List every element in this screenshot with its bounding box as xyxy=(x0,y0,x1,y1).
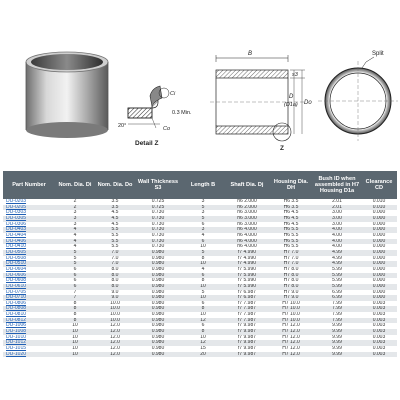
part-number-link[interactable]: DU-0410 xyxy=(3,244,55,250)
detail-z xyxy=(128,86,169,128)
cell-shaft: h6 2.000 xyxy=(225,205,269,211)
cell-wall: 0.980 xyxy=(135,323,181,329)
cell-di: 5 xyxy=(55,250,95,256)
cell-di: 10 xyxy=(55,346,95,352)
cell-wall: 0.980 xyxy=(135,261,181,267)
cell-wall: 0.980 xyxy=(135,295,181,301)
z-label: Z xyxy=(280,145,284,152)
part-number-link[interactable]: DU-1015 xyxy=(3,346,55,352)
cell-bush: 9.99 xyxy=(313,346,361,352)
cell-do: 8.0 xyxy=(95,273,135,279)
part-number-link[interactable]: DU-1008 xyxy=(3,329,55,335)
cell-di: 6 xyxy=(55,278,95,284)
cell-len: 6 xyxy=(181,222,225,228)
detail-z-label: Detail Z xyxy=(135,140,159,147)
cell-len: 12 xyxy=(181,340,225,346)
cell-bush: 9.99 xyxy=(313,329,361,335)
cell-clear: 0.000 xyxy=(361,244,397,250)
cell-len: 3 xyxy=(181,227,225,233)
cell-di: 2 xyxy=(55,199,95,205)
cell-di: 7 xyxy=(55,295,95,301)
cell-do: 5.5 xyxy=(95,239,135,245)
cell-wall: 0.725 xyxy=(135,199,181,205)
s3-label: s3 xyxy=(292,72,298,78)
cell-do: 8.0 xyxy=(95,284,135,290)
cell-wall: 0.730 xyxy=(135,222,181,228)
cell-di: 4 xyxy=(55,244,95,250)
cell-wall: 0.980 xyxy=(135,273,181,279)
cell-len: 4 xyxy=(181,233,225,239)
cell-do: 12.0 xyxy=(95,329,135,335)
header-clearance: Clearance CD xyxy=(361,171,397,199)
cell-clear: 0.010 xyxy=(361,205,397,211)
cell-do: 12.0 xyxy=(95,340,135,346)
cell-len: 10 xyxy=(181,295,225,301)
cell-shaft: f7 9.987 xyxy=(225,346,269,352)
cell-clear: 0.000 xyxy=(361,250,397,256)
cell-housing: H7 8.0 xyxy=(269,267,313,273)
cell-di: 10 xyxy=(55,323,95,329)
cell-bush: 5.99 xyxy=(313,267,361,273)
cell-do: 9.0 xyxy=(95,295,135,301)
cell-di: 3 xyxy=(55,210,95,216)
cell-housing: H6 4.5 xyxy=(269,222,313,228)
cell-housing: H7 8.0 xyxy=(269,284,313,290)
cell-wall: 0.980 xyxy=(135,329,181,335)
cell-len: 20 xyxy=(181,352,225,358)
header-nom-dia-di: Nom. Dia. Di xyxy=(55,171,95,199)
part-number-link[interactable]: DU-0812 xyxy=(3,318,55,324)
cell-bush: 5.99 xyxy=(313,278,361,284)
cell-di: 2 xyxy=(55,205,95,211)
cell-housing: H7 12.0 xyxy=(269,352,313,358)
cell-di: 4 xyxy=(55,227,95,233)
cell-clear: 0.000 xyxy=(361,239,397,245)
part-number-link[interactable]: DU-0604 xyxy=(3,267,55,273)
cell-di: 8 xyxy=(55,312,95,318)
cell-clear: 0.000 xyxy=(361,273,397,279)
cell-shaft: f7 9.987 xyxy=(225,340,269,346)
cell-shaft: f7 5.990 xyxy=(225,284,269,290)
cell-di: 8 xyxy=(55,318,95,324)
cell-housing: H6 5.5 xyxy=(269,233,313,239)
cell-clear: 0.000 xyxy=(361,222,397,228)
header-bush-id: Bush ID when assembled in H7 Housing D1a xyxy=(313,171,361,199)
cell-len: 10 xyxy=(181,284,225,290)
cell-wall: 0.980 xyxy=(135,346,181,352)
part-number-link[interactable]: DU-0203 xyxy=(3,199,55,205)
part-number-link[interactable]: DU-0606 xyxy=(3,273,55,279)
cell-bush: 4.99 xyxy=(313,250,361,256)
cell-clear: 0.003 xyxy=(361,352,397,358)
cell-clear: 0.003 xyxy=(361,301,397,307)
cell-shaft: h6 2.000 xyxy=(225,199,269,205)
header-shaft-dia: Shaft Dia. Dj xyxy=(225,171,269,199)
cell-wall: 0.980 xyxy=(135,250,181,256)
cell-clear: 0.003 xyxy=(361,340,397,346)
cell-shaft: f7 5.990 xyxy=(225,278,269,284)
cell-shaft: f7 7.987 xyxy=(225,312,269,318)
cell-shaft: h6 4.000 xyxy=(225,239,269,245)
cell-bush: 3.00 xyxy=(313,216,361,222)
cell-do: 12.0 xyxy=(95,335,135,341)
cell-clear: 0.000 xyxy=(361,227,397,233)
cell-wall: 0.980 xyxy=(135,301,181,307)
cell-do: 10.0 xyxy=(95,301,135,307)
cell-len: 6 xyxy=(181,239,225,245)
technical-drawing xyxy=(0,0,400,170)
cell-housing: H7 12.0 xyxy=(269,346,313,352)
end-view-ring xyxy=(318,57,398,141)
split-label: Split xyxy=(372,51,384,57)
cell-bush: 9.99 xyxy=(313,340,361,346)
cell-housing: H7 9.0 xyxy=(269,290,313,296)
cell-len: 15 xyxy=(181,346,225,352)
cell-wall: 0.730 xyxy=(135,239,181,245)
cell-clear: 0.000 xyxy=(361,290,397,296)
part-number-link[interactable]: DU-0808 xyxy=(3,306,55,312)
part-number-link[interactable]: DU-0505 xyxy=(3,250,55,256)
cell-shaft: h6 3.000 xyxy=(225,210,269,216)
part-number-link[interactable]: DU-0205 xyxy=(3,205,55,211)
cell-di: 4 xyxy=(55,239,95,245)
cell-clear: 0.000 xyxy=(361,256,397,262)
part-number-link[interactable]: DU-0806 xyxy=(3,301,55,307)
cell-do: 5.5 xyxy=(95,233,135,239)
cell-wall: 0.730 xyxy=(135,210,181,216)
cell-housing: H7 12.0 xyxy=(269,340,313,346)
cell-clear: 0.000 xyxy=(361,295,397,301)
cell-do: 10.0 xyxy=(95,312,135,318)
cell-bush: 9.99 xyxy=(313,335,361,341)
cell-wall: 0.730 xyxy=(135,233,181,239)
cell-bush: 6.99 xyxy=(313,295,361,301)
cell-shaft: f7 9.987 xyxy=(225,329,269,335)
cell-housing: H7 12.0 xyxy=(269,323,313,329)
bushing-photo xyxy=(26,52,108,138)
cell-len: 8 xyxy=(181,278,225,284)
cell-len: 6 xyxy=(181,323,225,329)
cell-wall: 0.725 xyxy=(135,205,181,211)
cell-housing: H7 12.0 xyxy=(269,329,313,335)
b-label: B xyxy=(248,51,253,57)
cell-clear: 0.000 xyxy=(361,267,397,273)
cell-len: 6 xyxy=(181,273,225,279)
part-number-link[interactable]: DU-0305 xyxy=(3,216,55,222)
cell-housing: H6 3.5 xyxy=(269,199,313,205)
cell-shaft: h6 3.000 xyxy=(225,216,269,222)
part-number-link[interactable]: DU-0810 xyxy=(3,312,55,318)
cell-shaft: f7 4.990 xyxy=(225,250,269,256)
header-part-number: Part Number xyxy=(3,171,55,199)
cell-clear: 0.003 xyxy=(361,318,397,324)
cell-di: 10 xyxy=(55,340,95,346)
part-number-link[interactable]: DU-1012 xyxy=(3,340,55,346)
cell-do: 10.0 xyxy=(95,306,135,312)
cell-clear: 0.000 xyxy=(361,233,397,239)
header-housing-dia: Housing Dia. DH xyxy=(269,171,313,199)
cell-shaft: f7 5.990 xyxy=(225,267,269,273)
cell-wall: 0.980 xyxy=(135,312,181,318)
part-number-link[interactable]: DU-0406 xyxy=(3,239,55,245)
cell-do: 12.0 xyxy=(95,346,135,352)
cell-di: 10 xyxy=(55,329,95,335)
cell-housing: H7 10.0 xyxy=(269,318,313,324)
table-header-row xyxy=(3,171,397,199)
cell-bush: 4.99 xyxy=(313,256,361,262)
cell-len: 8 xyxy=(181,306,225,312)
cell-bush: 9.99 xyxy=(313,323,361,329)
cell-len: 5 xyxy=(181,250,225,256)
cell-bush: 7.99 xyxy=(313,306,361,312)
part-number-link[interactable]: DU-0508 xyxy=(3,256,55,262)
cell-bush: 6.99 xyxy=(313,290,361,296)
ci-label: Ci xyxy=(170,91,176,97)
cell-di: 3 xyxy=(55,216,95,222)
cell-di: 10 xyxy=(55,352,95,358)
cell-di: 8 xyxy=(55,301,95,307)
co-label: Co xyxy=(163,126,171,132)
cell-shaft: f7 9.987 xyxy=(225,352,269,358)
cell-di: 5 xyxy=(55,256,95,262)
cell-housing: H6 4.5 xyxy=(269,216,313,222)
cell-shaft: h6 4.000 xyxy=(225,244,269,250)
cell-bush: 9.99 xyxy=(313,352,361,358)
cell-housing: H7 7.0 xyxy=(269,256,313,262)
cell-do: 8.0 xyxy=(95,267,135,273)
cell-wall: 0.980 xyxy=(135,284,181,290)
cell-di: 3 xyxy=(55,222,95,228)
cell-di: 10 xyxy=(55,335,95,341)
cell-wall: 0.730 xyxy=(135,227,181,233)
cell-do: 4.5 xyxy=(95,216,135,222)
part-number-link[interactable]: DU-0306 xyxy=(3,222,55,228)
cell-housing: H7 10.0 xyxy=(269,312,313,318)
cell-bush: 2.01 xyxy=(313,199,361,205)
cell-shaft: f7 7.987 xyxy=(225,318,269,324)
cell-housing: H6 5.5 xyxy=(269,244,313,250)
cell-shaft: f7 4.990 xyxy=(225,261,269,267)
cell-wall: 0.980 xyxy=(135,267,181,273)
cell-do: 5.5 xyxy=(95,244,135,250)
cell-do: 4.5 xyxy=(95,210,135,216)
cell-len: 6 xyxy=(181,301,225,307)
cell-shaft: f7 6.987 xyxy=(225,290,269,296)
header-length: Length B xyxy=(181,171,225,199)
bushing-spec-table xyxy=(3,171,397,357)
cell-bush: 7.99 xyxy=(313,318,361,324)
cell-housing: H6 5.5 xyxy=(269,239,313,245)
cell-do: 7.0 xyxy=(95,261,135,267)
cell-do: 10.0 xyxy=(95,318,135,324)
cell-shaft: f7 6.987 xyxy=(225,295,269,301)
part-number-link[interactable]: DU-0510 xyxy=(3,261,55,267)
cell-clear: 0.003 xyxy=(361,323,397,329)
header-nom-dia-do: Nom. Dia. Do xyxy=(95,171,135,199)
cell-bush: 4.99 xyxy=(313,261,361,267)
part-number-link[interactable]: DU-0303 xyxy=(3,210,55,216)
cell-do: 7.0 xyxy=(95,256,135,262)
cell-di: 8 xyxy=(55,306,95,312)
cell-do: 12.0 xyxy=(95,352,135,358)
cell-shaft: f7 7.987 xyxy=(225,301,269,307)
part-number-link[interactable]: DU-0608 xyxy=(3,278,55,284)
part-number-link[interactable]: DU-0610 xyxy=(3,284,55,290)
cell-di: 5 xyxy=(55,261,95,267)
cell-di: 7 xyxy=(55,290,95,296)
cell-clear: 0.000 xyxy=(361,278,397,284)
cell-bush: 5.99 xyxy=(313,273,361,279)
cell-clear: 0.010 xyxy=(361,199,397,205)
cell-shaft: h6 4.000 xyxy=(225,233,269,239)
do-label: Do xyxy=(304,100,312,106)
cell-housing: H6 5.5 xyxy=(269,227,313,233)
table-row xyxy=(3,352,397,358)
part-number-link[interactable]: DU-0705 xyxy=(3,290,55,296)
cell-wall: 0.980 xyxy=(135,340,181,346)
cell-shaft: f7 5.990 xyxy=(225,273,269,279)
cell-wall: 0.980 xyxy=(135,256,181,262)
cell-len: 10 xyxy=(181,312,225,318)
cell-shaft: f7 9.987 xyxy=(225,323,269,329)
part-number-link[interactable]: DU-1010 xyxy=(3,335,55,341)
d1-label: (D1a) xyxy=(284,102,298,108)
cell-shaft: h6 4.000 xyxy=(225,227,269,233)
cell-bush: 4.00 xyxy=(313,227,361,233)
cell-len: 10 xyxy=(181,335,225,341)
cell-wall: 0.980 xyxy=(135,352,181,358)
cell-wall: 0.730 xyxy=(135,216,181,222)
cell-housing: H7 7.0 xyxy=(269,250,313,256)
cell-bush: 4.00 xyxy=(313,239,361,245)
d-label: D xyxy=(289,94,294,100)
part-number-link[interactable]: DU-1006 xyxy=(3,323,55,329)
cell-housing: H6 3.5 xyxy=(269,205,313,211)
cell-len: 5 xyxy=(181,205,225,211)
cell-housing: H6 4.5 xyxy=(269,210,313,216)
cell-housing: H7 10.0 xyxy=(269,301,313,307)
cell-di: 6 xyxy=(55,267,95,273)
cell-housing: H7 9.0 xyxy=(269,295,313,301)
cell-clear: 0.000 xyxy=(361,284,397,290)
cell-clear: 0.003 xyxy=(361,335,397,341)
cell-bush: 4.00 xyxy=(313,233,361,239)
cell-len: 8 xyxy=(181,256,225,262)
cell-clear: 0.003 xyxy=(361,312,397,318)
part-number-link[interactable]: DU-1020 xyxy=(3,352,55,358)
cell-housing: H7 12.0 xyxy=(269,335,313,341)
cell-wall: 0.980 xyxy=(135,335,181,341)
cell-clear: 0.000 xyxy=(361,261,397,267)
cell-housing: H7 7.0 xyxy=(269,261,313,267)
cell-do: 3.5 xyxy=(95,205,135,211)
cell-do: 3.5 xyxy=(95,199,135,205)
header-wall-thickness: Wall Thickness S3 xyxy=(135,171,181,199)
cell-clear: 0.003 xyxy=(361,329,397,335)
cell-clear: 0.000 xyxy=(361,216,397,222)
cell-len: 5 xyxy=(181,290,225,296)
cell-len: 10 xyxy=(181,244,225,250)
cell-len: 3 xyxy=(181,199,225,205)
cell-len: 8 xyxy=(181,329,225,335)
cell-housing: H7 8.0 xyxy=(269,278,313,284)
cell-do: 9.0 xyxy=(95,290,135,296)
cell-len: 3 xyxy=(181,210,225,216)
cell-shaft: f7 4.990 xyxy=(225,256,269,262)
cell-shaft: h6 3.000 xyxy=(225,222,269,228)
cell-housing: H7 10.0 xyxy=(269,306,313,312)
cell-len: 10 xyxy=(181,261,225,267)
cell-wall: 0.980 xyxy=(135,290,181,296)
cell-clear: 0.003 xyxy=(361,346,397,352)
min-label: 0.3 Min. xyxy=(172,110,192,116)
angle-label: 20° xyxy=(118,123,127,129)
cell-bush: 2.01 xyxy=(313,205,361,211)
cell-wall: 0.980 xyxy=(135,306,181,312)
cell-shaft: f7 9.987 xyxy=(225,335,269,341)
cell-wall: 0.980 xyxy=(135,318,181,324)
cell-do: 7.0 xyxy=(95,250,135,256)
cell-di: 4 xyxy=(55,233,95,239)
cell-bush: 3.00 xyxy=(313,210,361,216)
part-number-link[interactable]: DU-0710 xyxy=(3,295,55,301)
cell-bush: 4.00 xyxy=(313,244,361,250)
cell-housing: H7 8.0 xyxy=(269,273,313,279)
cell-do: 5.5 xyxy=(95,227,135,233)
cell-clear: 0.003 xyxy=(361,306,397,312)
cell-wall: 0.980 xyxy=(135,278,181,284)
cell-len: 12 xyxy=(181,318,225,324)
cell-bush: 3.00 xyxy=(313,222,361,228)
cell-shaft: f7 7.987 xyxy=(225,306,269,312)
cell-bush: 5.99 xyxy=(313,284,361,290)
cell-di: 6 xyxy=(55,284,95,290)
part-number-link[interactable]: DU-0404 xyxy=(3,233,55,239)
cell-clear: 0.000 xyxy=(361,210,397,216)
cell-do: 8.0 xyxy=(95,278,135,284)
cell-wall: 0.730 xyxy=(135,244,181,250)
cell-len: 5 xyxy=(181,216,225,222)
cell-di: 6 xyxy=(55,273,95,279)
part-number-link[interactable]: DU-0403 xyxy=(3,227,55,233)
cell-bush: 7.99 xyxy=(313,301,361,307)
cell-do: 4.5 xyxy=(95,222,135,228)
cell-len: 4 xyxy=(181,267,225,273)
cell-do: 12.0 xyxy=(95,323,135,329)
cell-bush: 7.99 xyxy=(313,312,361,318)
